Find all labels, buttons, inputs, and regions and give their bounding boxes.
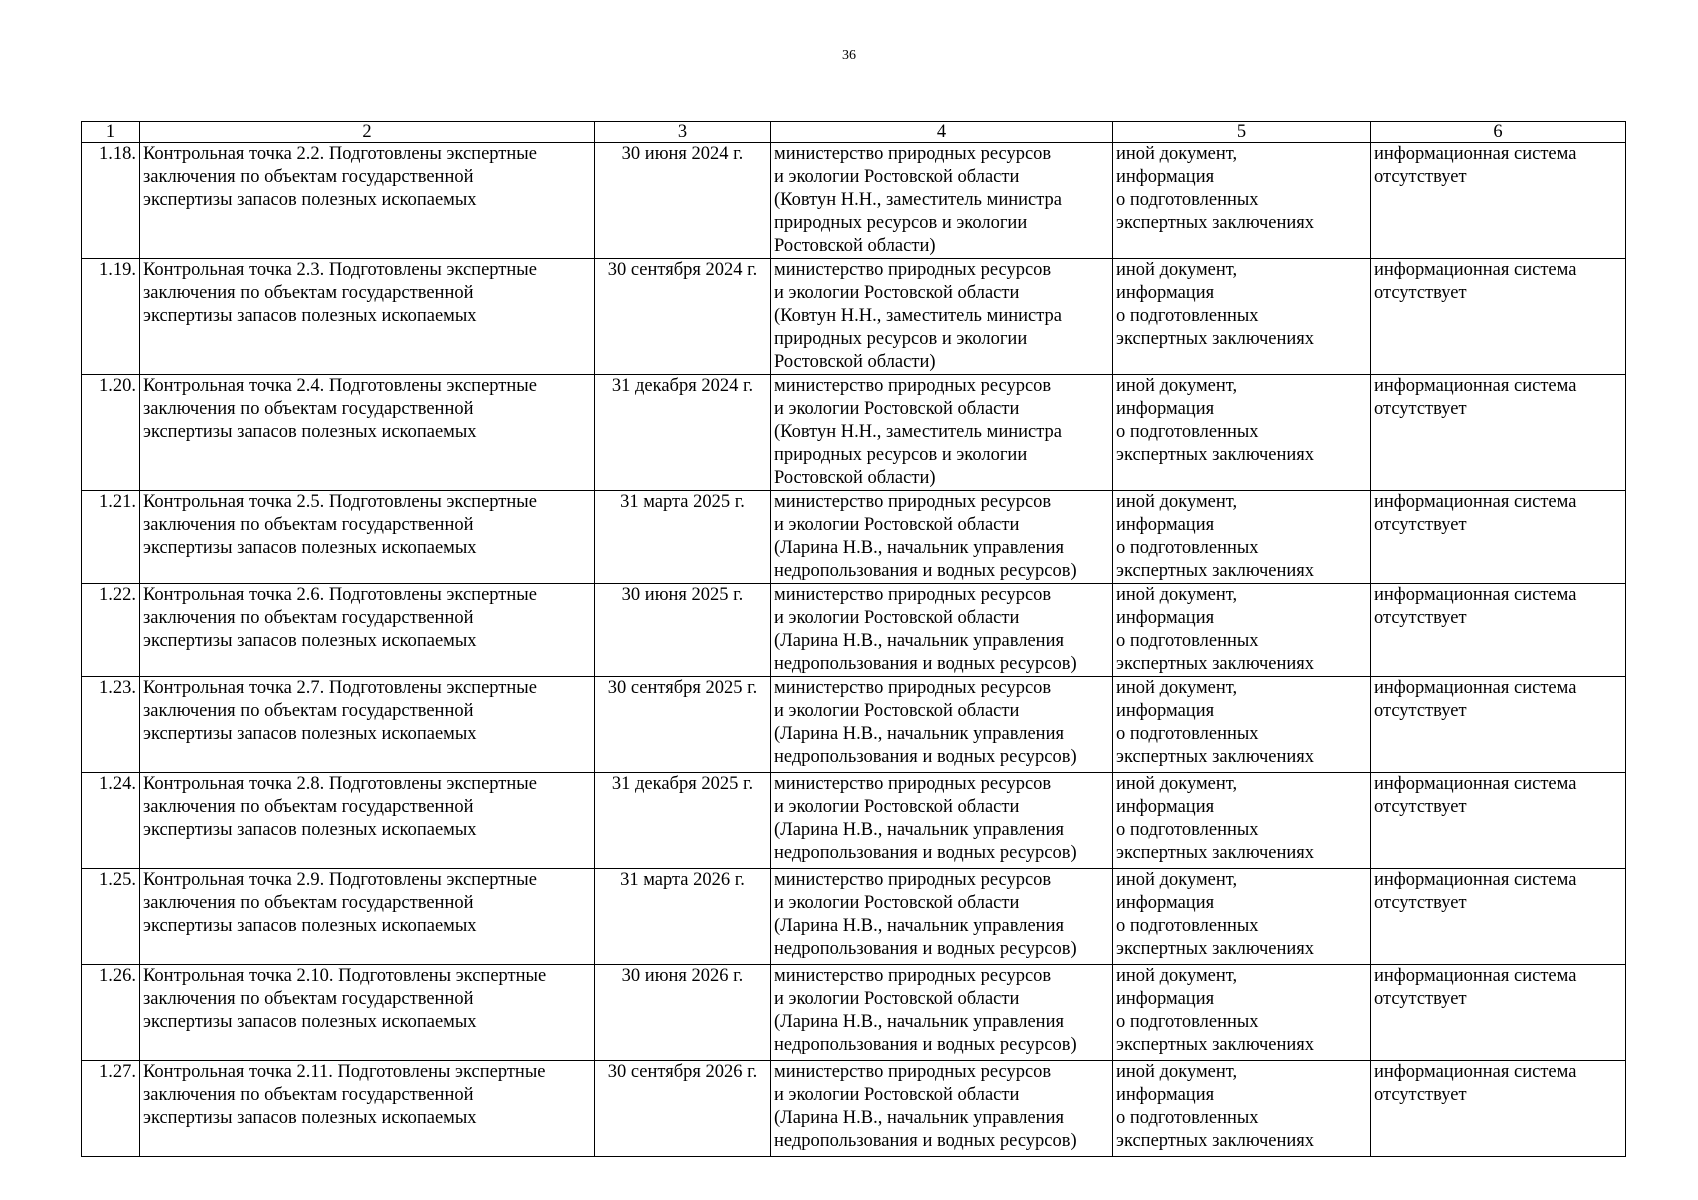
document-type-line: иной документ,: [1116, 585, 1238, 605]
information-system-line: отсутствует: [1374, 608, 1467, 628]
due-date-cell: 30 сентября 2024 г.: [595, 259, 771, 375]
responsible-line: недропользования и водных ресурсов): [774, 561, 1077, 581]
event-name-line: Контрольная точка 2.9. Подготовлены экспертные: [143, 870, 537, 890]
document-type-line: экспертных заключениях: [1116, 939, 1315, 959]
responsible-line: (Ларина Н.В., начальник управления: [774, 820, 1064, 840]
responsible-line: и экологии Ростовской области: [774, 797, 1020, 817]
responsible-line: (Ларина Н.В., начальник управления: [774, 631, 1064, 651]
responsible-line: Ростовской области): [774, 352, 936, 372]
event-name-line: экспертизы запасов полезных ископаемых: [143, 422, 477, 442]
table-row: [82, 869, 1626, 965]
responsible-cell: [771, 143, 1113, 259]
information-system-line: информационная система: [1374, 678, 1577, 698]
document-type-line: иной документ,: [1116, 774, 1238, 794]
responsible-line: природных ресурсов и экологии: [774, 329, 1028, 349]
responsible-line: и экологии Ростовской области: [774, 1085, 1020, 1105]
information-system-line: информационная система: [1374, 870, 1577, 890]
event-name-cell: [140, 1061, 595, 1157]
table-row: [82, 143, 1626, 259]
document-type-line: экспертных заключениях: [1116, 747, 1315, 767]
responsible-line: министерство природных ресурсов: [774, 966, 1052, 986]
event-name-cell: [140, 965, 595, 1061]
responsible-line: недропользования и водных ресурсов): [774, 747, 1077, 767]
event-name-line: Контрольная точка 2.2. Подготовлены экспертные: [143, 144, 537, 164]
document-type-cell: [1113, 584, 1371, 677]
document-type-line: иной документ,: [1116, 966, 1238, 986]
document-type-line: иной документ,: [1116, 1062, 1238, 1082]
table-row: [82, 375, 1626, 491]
due-date-cell: 31 декабря 2024 г.: [595, 375, 771, 491]
event-name-cell: [140, 143, 595, 259]
document-type-cell: [1113, 965, 1371, 1061]
column-header-3: 3: [595, 122, 771, 143]
page-number: 36: [842, 48, 856, 63]
information-system-cell: [1371, 1061, 1626, 1157]
information-system-line: информационная система: [1374, 492, 1577, 512]
event-name-line: Контрольная точка 2.3. Подготовлены экспертные: [143, 260, 537, 280]
document-type-cell: [1113, 491, 1371, 584]
information-system-line: информационная система: [1374, 260, 1577, 280]
event-name-line: Контрольная точка 2.6. Подготовлены экспертные: [143, 585, 537, 605]
responsible-line: недропользования и водных ресурсов): [774, 1035, 1077, 1055]
responsible-line: (Ларина Н.В., начальник управления: [774, 1108, 1064, 1128]
due-date-cell: 30 июня 2026 г.: [595, 965, 771, 1061]
document-type-line: о подготовленных: [1116, 422, 1259, 442]
event-name-line: Контрольная точка 2.8. Подготовлены экспертные: [143, 774, 537, 794]
responsible-line: министерство природных ресурсов: [774, 870, 1052, 890]
information-system-cell: [1371, 259, 1626, 375]
event-name-cell: [140, 375, 595, 491]
responsible-line: природных ресурсов и экологии: [774, 445, 1028, 465]
responsible-line: недропользования и водных ресурсов): [774, 843, 1077, 863]
event-name-line: экспертизы запасов полезных ископаемых: [143, 1012, 477, 1032]
row-number-cell: 1.26.: [82, 965, 140, 1061]
table-row: [82, 491, 1626, 584]
due-date-cell: 30 сентября 2025 г.: [595, 677, 771, 773]
event-name-line: заключения по объектам государственной: [143, 989, 474, 1009]
event-name-line: заключения по объектам государственной: [143, 608, 474, 628]
event-name-line: экспертизы запасов полезных ископаемых: [143, 190, 477, 210]
event-name-line: Контрольная точка 2.7. Подготовлены экспертные: [143, 678, 537, 698]
responsible-line: Ростовской области): [774, 468, 936, 488]
event-name-cell: [140, 869, 595, 965]
responsible-line: министерство природных ресурсов: [774, 678, 1052, 698]
information-system-cell: [1371, 773, 1626, 869]
document-type-line: иной документ,: [1116, 376, 1238, 396]
header-row: [82, 122, 1626, 143]
document-type-line: информация: [1116, 167, 1215, 187]
column-header-1: 1: [82, 122, 140, 143]
event-name-line: экспертизы запасов полезных ископаемых: [143, 820, 477, 840]
event-name-line: заключения по объектам государственной: [143, 283, 474, 303]
document-type-line: информация: [1116, 283, 1215, 303]
column-header-5: 5: [1113, 122, 1371, 143]
responsible-line: министерство природных ресурсов: [774, 585, 1052, 605]
responsible-line: (Ларина Н.В., начальник управления: [774, 1012, 1064, 1032]
responsible-line: и экологии Ростовской области: [774, 167, 1020, 187]
document-type-line: экспертных заключениях: [1116, 843, 1315, 863]
document-type-line: иной документ,: [1116, 678, 1238, 698]
document-type-cell: [1113, 259, 1371, 375]
event-name-line: Контрольная точка 2.10. Подготовлены экспертные: [143, 966, 547, 986]
event-name-cell: [140, 491, 595, 584]
event-name-line: заключения по объектам государственной: [143, 515, 474, 535]
row-number-cell: 1.25.: [82, 869, 140, 965]
control-points-table: [81, 121, 1626, 1157]
row-number-cell: 1.20.: [82, 375, 140, 491]
responsible-line: (Ларина Н.В., начальник управления: [774, 724, 1064, 744]
responsible-line: и экологии Ростовской области: [774, 515, 1020, 535]
table-row: [82, 584, 1626, 677]
event-name-line: экспертизы запасов полезных ископаемых: [143, 916, 477, 936]
event-name-line: Контрольная точка 2.4. Подготовлены экспертные: [143, 376, 537, 396]
document-type-line: о подготовленных: [1116, 631, 1259, 651]
document-type-cell: [1113, 869, 1371, 965]
row-number-cell: 1.18.: [82, 143, 140, 259]
due-date-cell: 30 июня 2025 г.: [595, 584, 771, 677]
event-name-line: заключения по объектам государственной: [143, 1085, 474, 1105]
responsible-line: (Ковтун Н.Н., заместитель министра: [774, 422, 1063, 442]
information-system-line: отсутствует: [1374, 1085, 1467, 1105]
document-type-line: иной документ,: [1116, 492, 1238, 512]
document-type-line: экспертных заключениях: [1116, 329, 1315, 349]
event-name-cell: [140, 677, 595, 773]
document-type-line: экспертных заключениях: [1116, 1131, 1315, 1151]
responsible-cell: [771, 491, 1113, 584]
responsible-cell: [771, 773, 1113, 869]
event-name-cell: [140, 259, 595, 375]
document-type-line: о подготовленных: [1116, 190, 1259, 210]
document-type-line: экспертных заключениях: [1116, 213, 1315, 233]
document-type-cell: [1113, 1061, 1371, 1157]
information-system-cell: [1371, 143, 1626, 259]
due-date-cell: 30 сентября 2026 г.: [595, 1061, 771, 1157]
responsible-line: природных ресурсов и экологии: [774, 213, 1028, 233]
document-type-line: информация: [1116, 1085, 1215, 1105]
document-type-line: информация: [1116, 608, 1215, 628]
information-system-cell: [1371, 869, 1626, 965]
row-number-cell: 1.21.: [82, 491, 140, 584]
information-system-line: информационная система: [1374, 966, 1577, 986]
document-type-line: о подготовленных: [1116, 1108, 1259, 1128]
event-name-cell: [140, 584, 595, 677]
responsible-line: министерство природных ресурсов: [774, 492, 1052, 512]
document-type-cell: [1113, 773, 1371, 869]
event-name-line: Контрольная точка 2.5. Подготовлены экспертные: [143, 492, 537, 512]
information-system-line: отсутствует: [1374, 167, 1467, 187]
row-number-cell: 1.27.: [82, 1061, 140, 1157]
table-row: [82, 773, 1626, 869]
column-header-4: 4: [771, 122, 1113, 143]
row-number-cell: 1.23.: [82, 677, 140, 773]
document-type-line: информация: [1116, 893, 1215, 913]
responsible-line: (Ковтун Н.Н., заместитель министра: [774, 306, 1063, 326]
responsible-cell: [771, 1061, 1113, 1157]
document-type-line: информация: [1116, 399, 1215, 419]
document-type-line: о подготовленных: [1116, 916, 1259, 936]
document-type-line: информация: [1116, 515, 1215, 535]
table-row: [82, 1061, 1626, 1157]
responsible-line: и экологии Ростовской области: [774, 608, 1020, 628]
responsible-line: недропользования и водных ресурсов): [774, 654, 1077, 674]
document-type-line: экспертных заключениях: [1116, 561, 1315, 581]
responsible-cell: [771, 869, 1113, 965]
document-type-line: информация: [1116, 701, 1215, 721]
event-name-line: заключения по объектам государственной: [143, 701, 474, 721]
event-name-line: экспертизы запасов полезных ископаемых: [143, 724, 477, 744]
event-name-line: заключения по объектам государственной: [143, 797, 474, 817]
responsible-cell: [771, 677, 1113, 773]
document-type-line: иной документ,: [1116, 870, 1238, 890]
responsible-line: и экологии Ростовской области: [774, 399, 1020, 419]
information-system-cell: [1371, 584, 1626, 677]
responsible-line: и экологии Ростовской области: [774, 701, 1020, 721]
due-date-cell: 30 июня 2024 г.: [595, 143, 771, 259]
document-type-line: информация: [1116, 989, 1215, 1009]
responsible-line: Ростовской области): [774, 236, 936, 256]
event-name-line: экспертизы запасов полезных ископаемых: [143, 306, 477, 326]
responsible-line: и экологии Ростовской области: [774, 283, 1020, 303]
information-system-line: отсутствует: [1374, 701, 1467, 721]
due-date-cell: 31 марта 2025 г.: [595, 491, 771, 584]
due-date-cell: 31 декабря 2025 г.: [595, 773, 771, 869]
responsible-line: и экологии Ростовской области: [774, 989, 1020, 1009]
document-type-line: экспертных заключениях: [1116, 1035, 1315, 1055]
column-header-2: 2: [140, 122, 595, 143]
document-type-line: о подготовленных: [1116, 820, 1259, 840]
document-type-line: информация: [1116, 797, 1215, 817]
document-type-line: экспертных заключениях: [1116, 445, 1315, 465]
responsible-line: недропользования и водных ресурсов): [774, 1131, 1077, 1151]
document-type-line: о подготовленных: [1116, 306, 1259, 326]
information-system-line: отсутствует: [1374, 399, 1467, 419]
document-type-cell: [1113, 143, 1371, 259]
document-type-line: о подготовленных: [1116, 1012, 1259, 1032]
row-number-cell: 1.24.: [82, 773, 140, 869]
event-name-line: экспертизы запасов полезных ископаемых: [143, 1108, 477, 1128]
information-system-line: информационная система: [1374, 1062, 1577, 1082]
event-name-line: заключения по объектам государственной: [143, 893, 474, 913]
responsible-line: (Ковтун Н.Н., заместитель министра: [774, 190, 1063, 210]
information-system-line: информационная система: [1374, 774, 1577, 794]
event-name-line: заключения по объектам государственной: [143, 167, 474, 187]
responsible-line: министерство природных ресурсов: [774, 1062, 1052, 1082]
responsible-line: и экологии Ростовской области: [774, 893, 1020, 913]
information-system-cell: [1371, 965, 1626, 1061]
information-system-cell: [1371, 677, 1626, 773]
row-number-cell: 1.19.: [82, 259, 140, 375]
event-name-cell: [140, 773, 595, 869]
responsible-line: министерство природных ресурсов: [774, 376, 1052, 396]
document-type-line: экспертных заключениях: [1116, 654, 1315, 674]
event-name-line: экспертизы запасов полезных ископаемых: [143, 538, 477, 558]
information-system-line: информационная система: [1374, 144, 1577, 164]
document-type-cell: [1113, 677, 1371, 773]
table-row: [82, 965, 1626, 1061]
document-type-line: о подготовленных: [1116, 724, 1259, 744]
document-type-line: иной документ,: [1116, 260, 1238, 280]
responsible-cell: [771, 584, 1113, 677]
responsible-cell: [771, 965, 1113, 1061]
document-type-line: иной документ,: [1116, 144, 1238, 164]
information-system-cell: [1371, 491, 1626, 584]
information-system-line: отсутствует: [1374, 989, 1467, 1009]
information-system-line: информационная система: [1374, 585, 1577, 605]
information-system-line: отсутствует: [1374, 283, 1467, 303]
event-name-line: Контрольная точка 2.11. Подготовлены экспертные: [143, 1062, 546, 1082]
document-type-line: о подготовленных: [1116, 538, 1259, 558]
information-system-line: отсутствует: [1374, 515, 1467, 535]
row-number-cell: 1.22.: [82, 584, 140, 677]
responsible-line: министерство природных ресурсов: [774, 774, 1052, 794]
document-type-cell: [1113, 375, 1371, 491]
table-row: [82, 677, 1626, 773]
information-system-cell: [1371, 375, 1626, 491]
information-system-line: информационная система: [1374, 376, 1577, 396]
column-header-6: 6: [1371, 122, 1626, 143]
due-date-cell: 31 марта 2026 г.: [595, 869, 771, 965]
responsible-cell: [771, 259, 1113, 375]
responsible-line: министерство природных ресурсов: [774, 144, 1052, 164]
table-row: [82, 259, 1626, 375]
event-name-line: экспертизы запасов полезных ископаемых: [143, 631, 477, 651]
responsible-cell: [771, 375, 1113, 491]
responsible-line: (Ларина Н.В., начальник управления: [774, 538, 1064, 558]
responsible-line: министерство природных ресурсов: [774, 260, 1052, 280]
information-system-line: отсутствует: [1374, 893, 1467, 913]
information-system-line: отсутствует: [1374, 797, 1467, 817]
event-name-line: заключения по объектам государственной: [143, 399, 474, 419]
responsible-line: недропользования и водных ресурсов): [774, 939, 1077, 959]
responsible-line: (Ларина Н.В., начальник управления: [774, 916, 1064, 936]
